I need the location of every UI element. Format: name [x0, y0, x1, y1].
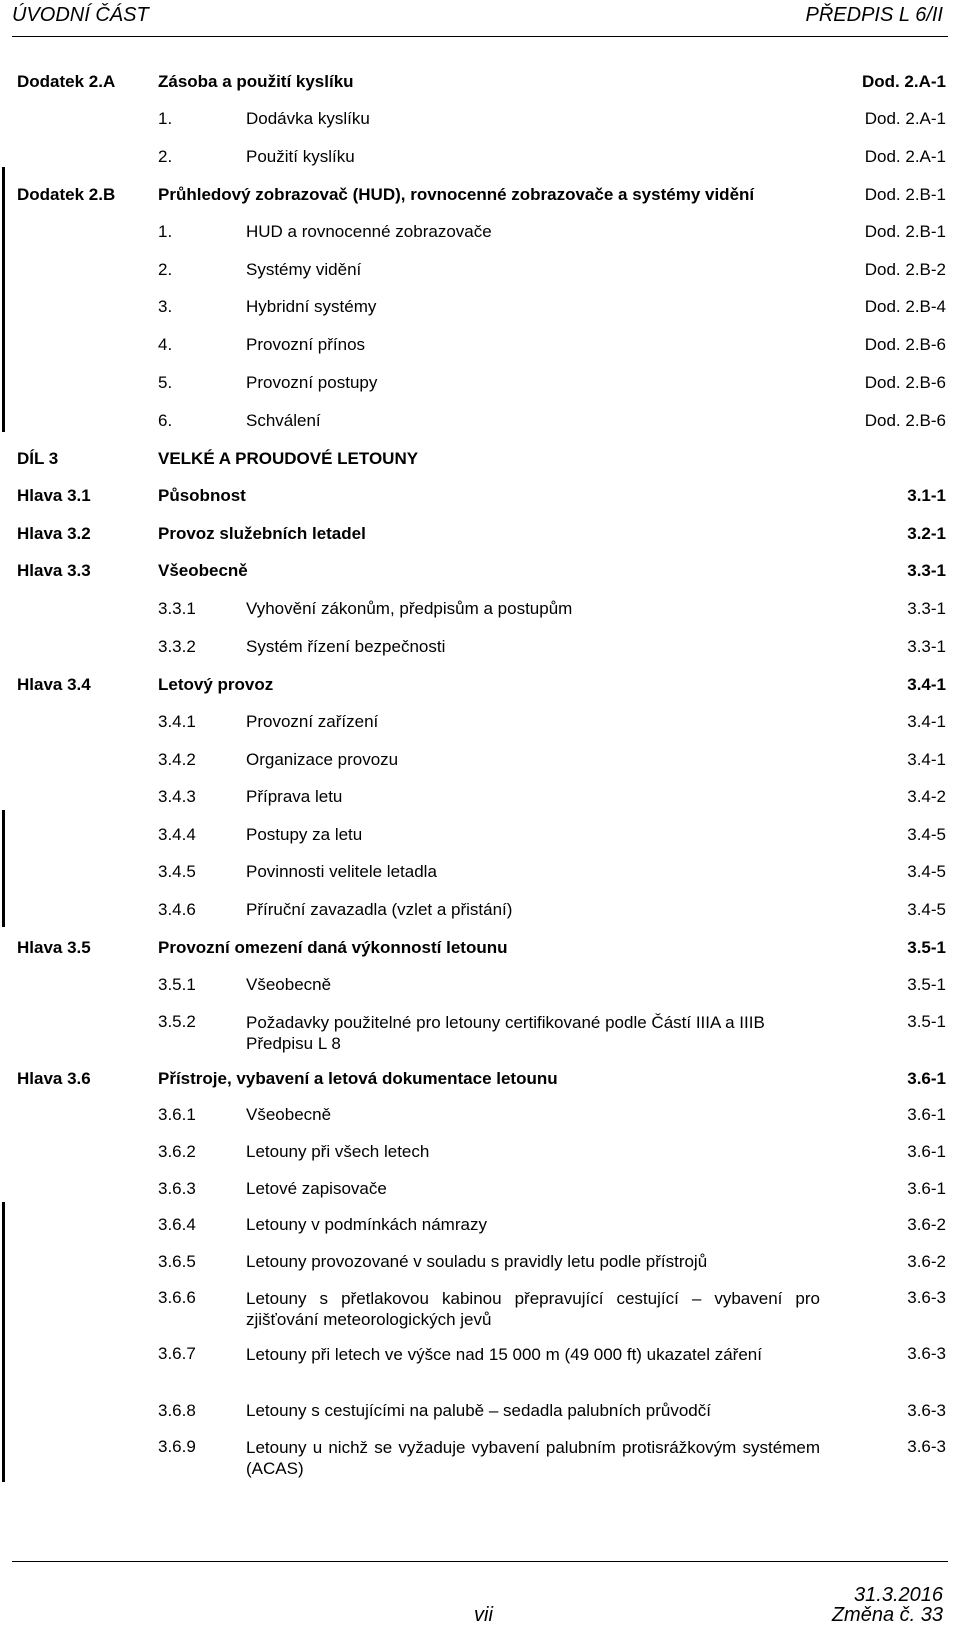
- entry-page: 3.3-1: [907, 637, 946, 656]
- footer-page-number: vii: [474, 1604, 493, 1626]
- entry-number: 3.6.7: [158, 1344, 196, 1363]
- header-left: ÚVODNÍ ČÁST: [12, 4, 149, 26]
- entry-label: DÍL 3: [17, 449, 59, 468]
- entry-label: Dodatek 2.A: [17, 72, 116, 91]
- entry-title: Provoz služebních letadel: [158, 524, 366, 543]
- entry-page: 3.4-5: [907, 900, 946, 919]
- entry-number: 3.6.8: [158, 1401, 196, 1420]
- entry-page: 3.6-1: [907, 1179, 946, 1198]
- entry-page: Dod. 2.B-1: [864, 185, 946, 204]
- entry-page: 3.4-1: [907, 712, 946, 731]
- entry-page: Dod. 2.B-6: [864, 335, 946, 354]
- entry-number: 3.4.2: [158, 750, 196, 769]
- entry-number: 3.4.4: [158, 825, 196, 844]
- entry-label: Hlava 3.3: [17, 561, 91, 580]
- entry-page: 3.4-1: [907, 675, 946, 694]
- entry-text: Letouny v podmínkách námrazy: [246, 1215, 487, 1234]
- entry-page: 3.3-1: [907, 561, 946, 580]
- entry-number: 3.6.5: [158, 1252, 196, 1271]
- entry-title: Průhledový zobrazovač (HUD), rovnocenné zobrazovače a systémy vidění: [158, 185, 755, 204]
- entry-page: 3.6-1: [907, 1069, 946, 1088]
- entry-text: Všeobecně: [246, 1105, 332, 1124]
- entry-number: 3.3.1: [158, 599, 196, 618]
- footer-change: Změna č. 33: [831, 1604, 943, 1626]
- entry-text: Použití kyslíku: [246, 147, 355, 166]
- entry-number: 3.3.2: [158, 637, 196, 656]
- entry-number: 3.6.3: [158, 1179, 196, 1198]
- entry-text: Systémy vidění: [246, 260, 362, 279]
- entry-number: 6.: [158, 411, 173, 430]
- entry-text: Letouny s cestujícími na palubě – sedadla palubních průvodčí: [246, 1401, 711, 1420]
- change-bar: [2, 810, 5, 927]
- entry-page: 3.6-2: [907, 1215, 946, 1234]
- entry-page: Dod. 2.A-1: [864, 109, 946, 128]
- entry-number: 5.: [158, 373, 173, 392]
- entry-page: 3.6-1: [907, 1142, 946, 1161]
- entry-number: 1.: [158, 109, 173, 128]
- entry-title: Všeobecně: [158, 561, 248, 580]
- entry-text: Letouny při všech letech: [246, 1142, 430, 1161]
- entry-text: Letové zapisovače: [246, 1179, 387, 1198]
- entry-text: Hybridní systémy: [246, 297, 377, 316]
- entry-page: 3.3-1: [907, 599, 946, 618]
- entry-page: 3.5-1: [907, 1012, 946, 1031]
- entry-text: Dodávka kyslíku: [246, 109, 370, 128]
- entry-label: Hlava 3.4: [17, 675, 91, 694]
- entry-page: 3.6-1: [907, 1105, 946, 1124]
- entry-page: 3.6-3: [907, 1401, 946, 1420]
- entry-title: Provozní omezení daná výkonností letounu: [158, 938, 508, 957]
- entry-number: 2.: [158, 147, 173, 166]
- change-bar: [2, 167, 5, 432]
- entry-text: Organizace provozu: [246, 750, 399, 769]
- entry-label: Hlava 3.6: [17, 1069, 91, 1088]
- entry-text: Letouny při letech ve výšce nad 15 000 m (49 000 ft) ukazatel záření: [246, 1345, 762, 1364]
- entry-number: 3.: [158, 297, 173, 316]
- entry-page: 3.5-1: [907, 938, 946, 957]
- entry-number: 3.5.1: [158, 975, 196, 994]
- entry-text: Provozní postupy: [246, 373, 378, 392]
- entry-page: Dod. 2.B-4: [864, 297, 946, 316]
- entry-title: Zásoba a použití kyslíku: [158, 72, 354, 91]
- entry-page: 3.4-2: [907, 787, 946, 806]
- entry-text: Provozní přínos: [246, 335, 366, 354]
- entry-number: 3.4.1: [158, 712, 196, 731]
- entry-number: 3.6.6: [158, 1288, 196, 1307]
- entry-page: 3.6-3: [907, 1288, 946, 1307]
- entry-number: 3.6.2: [158, 1142, 196, 1161]
- entry-text: Letouny provozované v souladu s pravidly letu podle přístrojů: [246, 1252, 708, 1271]
- entry-page: 3.6-2: [907, 1252, 946, 1271]
- footer-date: 31.3.2016: [854, 1584, 943, 1606]
- entry-page: 3.4-5: [907, 862, 946, 881]
- entry-label: Hlava 3.5: [17, 938, 91, 957]
- entry-text: Vyhovění zákonům, předpisům a postupům: [246, 599, 573, 618]
- entry-text: Provozní zařízení: [246, 712, 379, 731]
- entry-title: Přístroje, vybavení a letová dokumentace letounu: [158, 1069, 558, 1088]
- entry-number: 4.: [158, 335, 173, 354]
- entry-page: 3.6-3: [907, 1344, 946, 1363]
- entry-number: 3.5.2: [158, 1012, 196, 1031]
- entry-page: 3.2-1: [907, 524, 946, 543]
- footer-rule: [12, 1561, 948, 1562]
- change-bar: [2, 1202, 5, 1482]
- entry-number: 3.4.3: [158, 787, 196, 806]
- entry-text: Letouny u nichž se vyžaduje vybavení palubním protisrážkovým systémem (ACAS): [246, 1438, 820, 1478]
- entry-page: Dod. 2.A-1: [861, 72, 946, 91]
- entry-title: VELKÉ A PROUDOVÉ LETOUNY: [158, 449, 419, 468]
- entry-label: Hlava 3.2: [17, 524, 91, 543]
- entry-page: Dod. 2.B-2: [864, 260, 946, 279]
- entry-label: Dodatek 2.B: [17, 185, 116, 204]
- header-right: PŘEDPIS L 6/II: [805, 4, 943, 26]
- header-rule: [12, 36, 948, 37]
- entry-page: 3.6-3: [907, 1437, 946, 1456]
- entry-text: Letouny s přetlakovou kabinou přepravující cestující – vybavení pro zjišťování meteorologických jevů: [246, 1289, 820, 1329]
- entry-page: Dod. 2.A-1: [864, 147, 946, 166]
- entry-number: 3.6.1: [158, 1105, 196, 1124]
- entry-page: 3.4-1: [907, 750, 946, 769]
- entry-text: Povinnosti velitele letadla: [246, 862, 437, 881]
- entry-text: Požadavky použitelné pro letouny certifikované podle Částí IIIA a IIIB Předpisu L 8: [246, 1013, 765, 1053]
- entry-number: 3.4.5: [158, 862, 196, 881]
- entry-number: 3.6.9: [158, 1437, 196, 1456]
- entry-text: Příruční zavazadla (vzlet a přistání): [246, 900, 513, 919]
- entry-number: 3.4.6: [158, 900, 196, 919]
- entry-title: Letový provoz: [158, 675, 274, 694]
- entry-page: 3.1-1: [907, 486, 946, 505]
- entry-page: Dod. 2.B-1: [864, 222, 946, 241]
- entry-number: 3.6.4: [158, 1215, 196, 1234]
- entry-page: Dod. 2.B-6: [864, 373, 946, 392]
- entry-text: Všeobecně: [246, 975, 332, 994]
- entry-title: Působnost: [158, 486, 246, 505]
- entry-text: Příprava letu: [246, 787, 343, 806]
- entry-page: Dod. 2.B-6: [864, 411, 946, 430]
- entry-page: 3.4-5: [907, 825, 946, 844]
- entry-text: HUD a rovnocenné zobrazovače: [246, 222, 492, 241]
- entry-number: 1.: [158, 222, 173, 241]
- entry-number: 2.: [158, 260, 173, 279]
- entry-page: 3.5-1: [907, 975, 946, 994]
- entry-label: Hlava 3.1: [17, 486, 91, 505]
- entry-text: Schválení: [246, 411, 321, 430]
- entry-text: Postupy za letu: [246, 825, 363, 844]
- entry-text: Systém řízení bezpečnosti: [246, 637, 446, 656]
